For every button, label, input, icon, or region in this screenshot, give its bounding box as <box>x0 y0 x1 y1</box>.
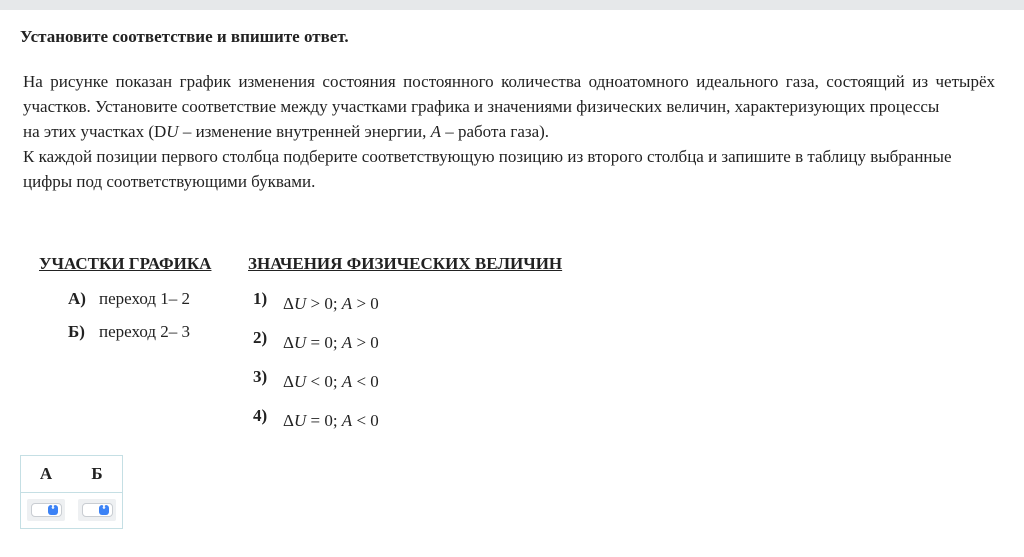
zero: 0 <box>324 333 333 352</box>
a-symbol: A <box>341 411 353 430</box>
answer-table <box>20 455 123 529</box>
select-arrows-icon[interactable]: ⬍ <box>99 505 109 515</box>
left-item-letter: Б) <box>68 322 85 341</box>
zero: 0 <box>324 411 333 430</box>
delta-symbol: Δ <box>283 333 294 352</box>
delta-symbol: Δ <box>283 372 294 391</box>
delta-symbol: Δ <box>283 294 294 313</box>
a-relation: > <box>356 333 367 352</box>
task-paragraph-3: К каждой позиции первого столбца подберите соответствующую позицию из второго столбца и запишите в таблицу выбранные цифры под соответствующими буквами. <box>23 147 952 191</box>
left-item-text: переход 1– 2 <box>99 289 190 308</box>
a-relation: > <box>356 294 367 313</box>
a-relation: < <box>356 411 367 430</box>
formula <box>283 294 379 314</box>
task-paragraph-1: На рисунке показан график изменения состояния постоянного количества одноатомного идеального газа, состоящий из четырёх участков. Установите соответствие между участками графика и значениями физических величин, характеризующих процессы <box>23 72 995 116</box>
du-relation: < <box>310 372 321 391</box>
a-symbol: A <box>341 294 353 313</box>
u-symbol: U <box>293 294 307 313</box>
separator: ; <box>332 372 342 391</box>
select-arrows-icon[interactable]: ⬍ <box>48 505 58 515</box>
answer-header-b: Б <box>91 464 103 483</box>
left-item-text: переход 2– 3 <box>99 322 190 341</box>
symbol-u: U <box>166 122 179 141</box>
select-box[interactable] <box>82 503 113 517</box>
formula <box>283 411 379 431</box>
top-bar <box>0 0 1024 10</box>
right-item-3 <box>253 367 379 392</box>
text-fragment: – изменение внутренней энергии, <box>178 122 431 141</box>
right-item-number: 4) <box>253 406 268 425</box>
right-item-number: 2) <box>253 328 268 347</box>
a-relation: < <box>356 372 367 391</box>
separator: ; <box>332 411 342 430</box>
left-item-letter: А) <box>68 289 86 308</box>
answer-select-b[interactable] <box>78 499 116 521</box>
symbol-a: A <box>430 122 441 141</box>
du-relation: = <box>310 411 321 430</box>
left-item-a <box>68 289 190 309</box>
zero: 0 <box>324 294 333 313</box>
answer-header-a: А <box>39 464 53 483</box>
du-relation: > <box>310 294 321 313</box>
select-box[interactable] <box>31 503 62 517</box>
zero: 0 <box>370 411 379 430</box>
right-column-header: ЗНАЧЕНИЯ ФИЗИЧЕСКИХ ВЕЛИЧИН <box>248 254 563 273</box>
zero: 0 <box>370 294 379 313</box>
a-symbol: A <box>341 333 353 352</box>
zero: 0 <box>324 372 333 391</box>
answer-select-a[interactable] <box>27 499 65 521</box>
zero: 0 <box>370 372 379 391</box>
right-item-2 <box>253 328 379 353</box>
right-item-number: 1) <box>253 289 268 308</box>
a-symbol: A <box>341 372 353 391</box>
task-title: Установите соответствие и впишите ответ. <box>20 27 349 46</box>
u-symbol: U <box>293 372 307 391</box>
table-divider <box>21 492 122 493</box>
du-relation: = <box>310 333 321 352</box>
zero: 0 <box>370 333 379 352</box>
separator: ; <box>332 294 342 313</box>
left-column-header: УЧАСТКИ ГРАФИКА <box>39 254 212 273</box>
formula <box>283 372 379 392</box>
u-symbol: U <box>293 411 307 430</box>
right-item-number: 3) <box>253 367 268 386</box>
text-fragment: – работа газа). <box>440 122 550 141</box>
u-symbol: U <box>293 333 307 352</box>
text-fragment: на этих участках (D <box>23 122 167 141</box>
task-description <box>23 69 995 194</box>
separator: ; <box>332 333 342 352</box>
formula <box>283 333 379 353</box>
right-item-1 <box>253 289 379 314</box>
left-item-b <box>68 322 190 342</box>
task-paragraph-2 <box>23 119 995 144</box>
right-item-4 <box>253 406 379 431</box>
delta-symbol: Δ <box>283 411 294 430</box>
